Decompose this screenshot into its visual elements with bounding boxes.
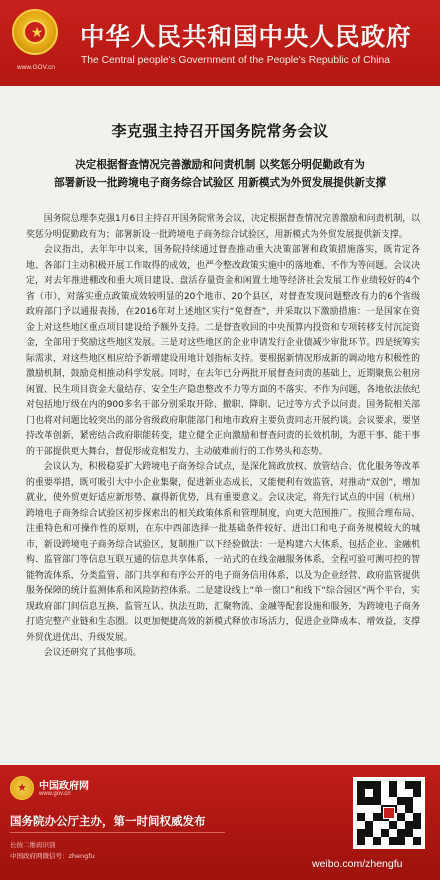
footer-slogan: 国务院办公厅主办，第一时间权威发布 — [10, 814, 206, 828]
qr-code-icon[interactable] — [353, 777, 425, 849]
national-emblem-icon: ★ — [12, 9, 58, 55]
article-paragraph: 会议认为，积极稳妥扩大跨境电子商务综合试点，是深化简政放权、放管结合、优化服务等改革的重要举措，既可吸引大中小企业集聚，促进新业态成长，又能便利有效监管，对推动“双创”，增加就业，使外贸更好适应新形势、赢得新优势，具有重要意义。会议决定，将先行试点的中国（杭州）跨境电子商务综合试验区初步探索出的相关政策体系和管理制度，向更大范围推广。按照合理布局、注重特色和可操作性的原则，在东中西部选择一批基础条件较好、进出口和电子商务规模较大的城市，新设跨境电子商务综合试验区，复制推广以下经验做法：一是构建六大体系，包括企业、金融机构、监管部门等信息互联互通的信息共享体系，一站式的在线金融服务体系，全程可验可测可控的智能物流体系，分类监管、部门共享和有序公开的电子商务信用体系，以及为企业经营、政府监管提供服务保障的统计监测体系和风险防控体系。二是建设线上“单一窗口”和线下“综合园区”两个平台，实现政府部门间信息互换、监管互认、执法互助，汇聚物流、金融等配套设施和服务，为跨境电子商务打造完整产业链和生态圈。以更加便捷高效的新模式释放市场活力，促进企业降成本、增效益，支撑外贸优进优出、升级发展。 — [26, 462, 420, 643]
article-subtitle-2: 部署新设一批跨境电子商务综合试验区 用新模式为外贸发展提供新支撑 — [53, 177, 387, 189]
footer-brand: 中国政府网 — [39, 781, 89, 792]
national-emblem-icon: ★ — [10, 776, 34, 800]
article-paragraph: 国务院总理李克强1月6日主持召开国务院常务会议，决定根据督查情况完善激励和问责机制，以奖惩分明促勤政有为；部署新设一批跨境电子商务综合试验区，用新模式为外贸发展提供新支撑。 — [26, 214, 420, 240]
article-body — [26, 212, 420, 662]
footer-divider — [10, 832, 225, 833]
article-subtitle-1: 决定根据督查情况完善激励和问责机制 以奖惩分明促勤政有为 — [75, 159, 365, 171]
footer-banner — [0, 765, 440, 880]
footer-brand-url: www.gov.cn — [39, 791, 71, 797]
article-paragraph: 会议指出，去年年中以来，国务院持续通过督查推动重大决策部署和政策措施落实，既肯定各地、各部门主动积极开展工作取得的成效，也严令整改政策实施中的落地难、不作为等问题。会议决定，对去年推进棚改和重大项目建设、盘活存量资金和闲置土地等经济社会发展工作业绩较好的4个省（市），对落实重点政策成效较明显的20个地市、20个县区，对督查发现问题整改有力的6个省级政府部门予以通报表扬，在2016年对上述地区实行“免督查”，并采取以下激励措施：一是国家在资金上对这些地区重点项目建设给予额外支持。二是督查收回的中央预算内投资和专项转移支付沉淀资金，全部用于奖励这些地区发展。三是对这些地区的企业申请发行企业债减少审批环节。四是统筹实际需求，对这些地区相应给予新增建设用地计划指标支持。要根据新情况形成新的调动地方积极性的激励机制，鼓励竞相推动科学发展。同时，在去年已分两批开展督查问责的基础上，近期聚焦公租房闲置、民生项目资金大量结存、安全生产隐患整改不力等方面的不落实、不作为问题，各地依法依纪对包括地厅级在内的900多名干部分别采取开除、撤职、降职、记过等方式予以问责。国务院相关部门也将对问题比较突出的部分省级政府职能部门和地市政府主要负责同志开展约谈。会议要求，要坚持改革创新，紧密结合政府职能转变，建立健全正向激励和督查问责的长效机制，为愿干事、能干事的干部提供更大舞台，督促形成竞相发力、主动破难前行的工作势头和态势。 — [26, 245, 420, 457]
footer-qr-hint: 长按二维码识别 — [10, 841, 56, 849]
header-title-en: The Central people's Government of the People's Republic of China — [81, 55, 391, 66]
footer-wechat-id: 中国政府网微信号：zhengfu — [10, 852, 95, 860]
header-title-cn: 中华人民共和国中央人民政府 — [80, 22, 412, 51]
article-title: 李克强主持召开国务院常务会议 — [111, 122, 329, 140]
header-url: www.GOV.cn — [16, 64, 56, 71]
article-content — [0, 86, 440, 765]
article-paragraph: 会议还研究了其他事项。 — [43, 648, 142, 658]
weibo-link[interactable]: weibo.com/zhengfu — [312, 858, 403, 870]
header-banner — [0, 0, 440, 86]
